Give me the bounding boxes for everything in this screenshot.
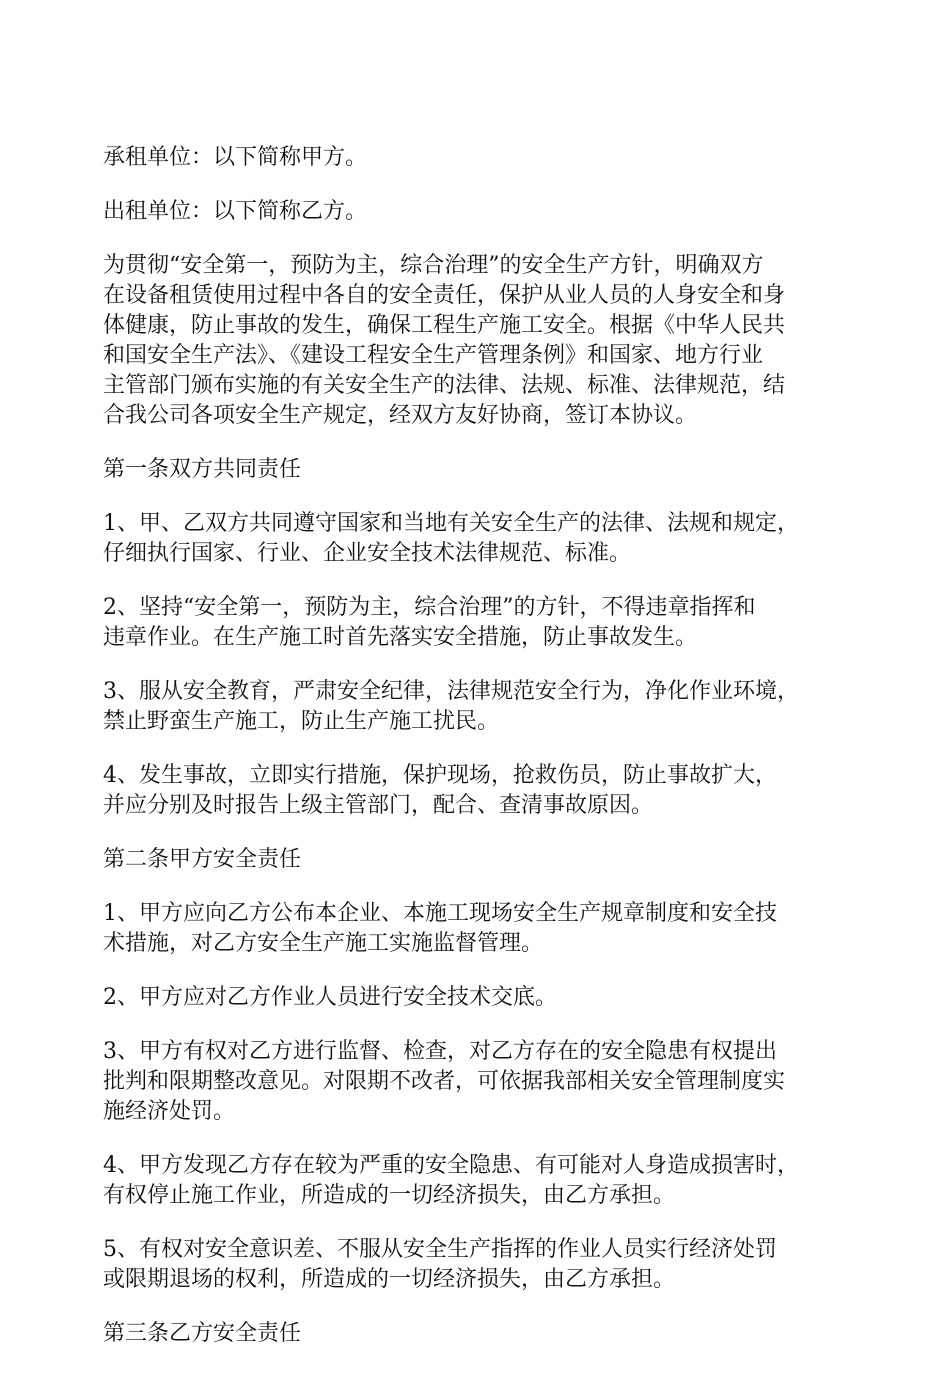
paragraph-2-1: 1、甲方应向乙方公布本企业、本施工现场安全生产规章制度和安全技 术措施，对乙方安全生产施工实施监督管理。 [103,901,777,956]
paragraph-1-3: 3、服从安全教育，严肃安全纪律，法律规范安全行为，净化作业环境， 禁止野蛮生产施工，防止生产施工扰民。 [103,679,799,734]
document-body [103,143,863,1373]
paragraph-2-3: 3、甲方有权对乙方进行监督、检查，对乙方存在的安全隐患有权提出 批判和限期整改意见。对限期不改者，可依据我部相关安全管理制度实 施经济处罚。 [103,1039,786,1124]
section-heading-2: 第二条甲方安全责任 [103,847,302,872]
paragraph-lessee: 承租单位：以下简称甲方。 [103,145,368,170]
paragraph-1-1: 1、甲、乙双方共同遵守国家和当地有关安全生产的法律、法规和规定， 仔细执行国家、行业、企业安全技术法律规范、标准。 [103,511,799,566]
section-heading-1: 第一条双方共同责任 [103,457,302,482]
paragraph-lessor: 出租单位：以下简称乙方。 [103,199,368,224]
paragraph-2-2: 2、甲方应对乙方作业人员进行安全技术交底。 [103,985,557,1010]
paragraph-1-4: 4、发生事故，立即实行措施，保护现场，抢救伤员，防止事故扩大， 并应分别及时报告上级主管部门，配合、查清事故原因。 [103,763,777,818]
paragraph-2-4: 4、甲方发现乙方存在较为严重的安全隐患、有可能对人身造成损害时， 有权停止施工作业，所造成的一切经济损失，由乙方承担。 [103,1153,799,1208]
section-heading-3: 第三条乙方安全责任 [103,1321,302,1346]
paragraph-1-2: 2、坚持“安全第一，预防为主，综合治理”的方针，不得违章指挥和 违章作业。在生产施工时首先落实安全措施，防止事故发生。 [103,595,756,650]
paragraph-2-5: 5、有权对安全意识差、不服从安全生产指挥的作业人员实行经济处罚 或限期退场的权利，所造成的一切经济损失，由乙方承担。 [103,1237,777,1292]
paragraph-preamble: 为贯彻“安全第一，预防为主，综合治理”的安全生产方针，明确双方 在设备租赁使用过程中各自的安全责任，保护从业人员的人身安全和身 体健康，防止事故的发生，确保工程生产施工安全。根据《中华人民共 和国安全生产法》、《建设工程安全生产管理条例》和国家、地方行业 主管部门颁布实施的有关安全生产的法律、法规、标准、法律规范，结 合我公司各项安全生产规定，经双方友好协商，签订本协议。 [103,253,786,428]
